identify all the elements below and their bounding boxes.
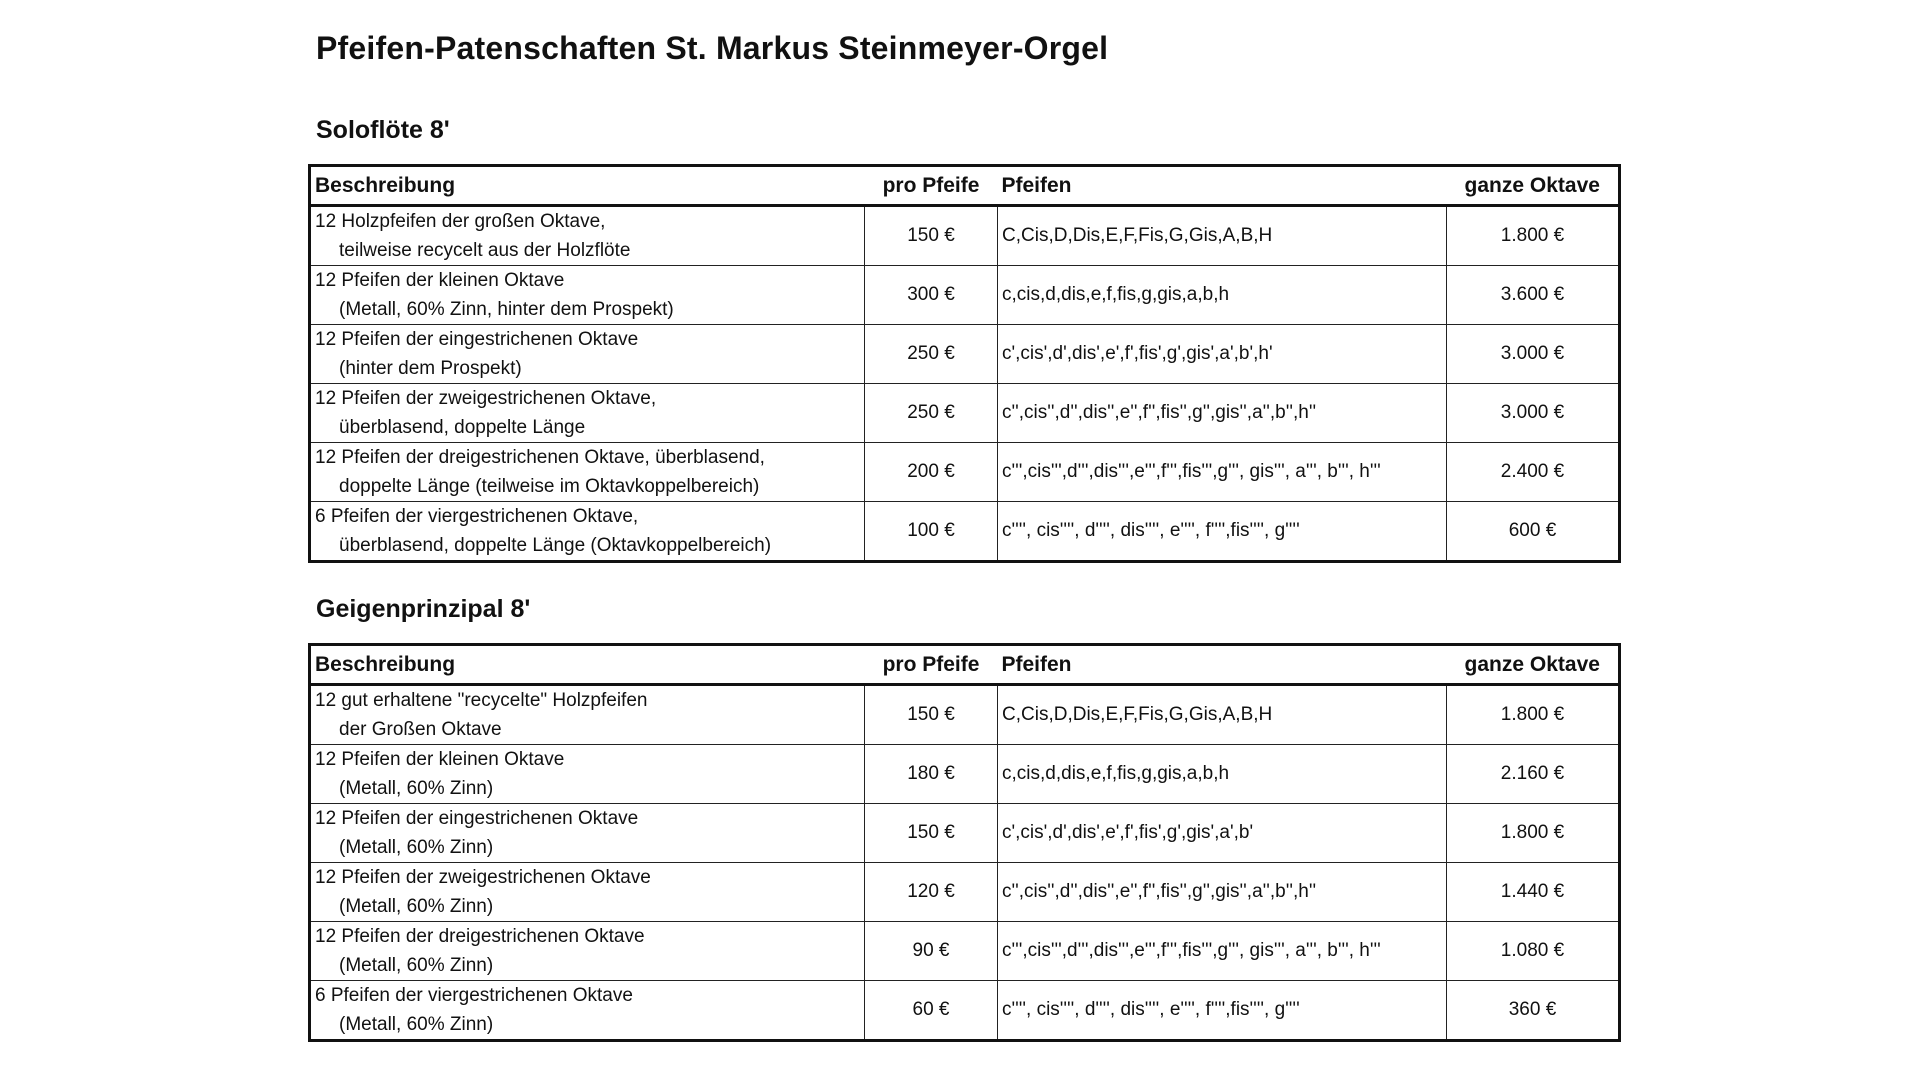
description-cell	[310, 804, 865, 863]
column-header-pipes: Pfeifen	[998, 645, 1447, 685]
price-per-pipe-cell: 100 €	[865, 502, 998, 562]
description-line: (Metall, 60% Zinn)	[339, 837, 494, 858]
price-per-pipe-cell: 90 €	[865, 922, 998, 981]
price-per-pipe-cell: 150 €	[865, 804, 998, 863]
description-line: (Metall, 60% Zinn)	[339, 896, 494, 917]
octave-price-cell: 600 €	[1447, 502, 1620, 562]
pipes-cell: C,Cis,D,Dis,E,F,Fis,G,Gis,A,B,H	[998, 206, 1447, 266]
description-line: 12 Pfeifen der dreigestrichenen Oktave	[315, 926, 645, 947]
pipes-cell: C,Cis,D,Dis,E,F,Fis,G,Gis,A,B,H	[998, 685, 1447, 745]
table-row	[310, 325, 1620, 384]
section-title: Soloflöte 8'	[316, 116, 450, 144]
pipe-table	[308, 643, 1621, 1042]
table-row	[310, 922, 1620, 981]
octave-price-cell: 2.160 €	[1447, 745, 1620, 804]
description-cell	[310, 384, 865, 443]
table-row	[310, 981, 1620, 1041]
table-row	[310, 443, 1620, 502]
description-line: 12 Pfeifen der zweigestrichenen Oktave,	[315, 388, 657, 409]
table-header-row	[310, 166, 1620, 206]
description-line: überblasend, doppelte Länge (Oktavkoppelbereich)	[339, 535, 772, 556]
description-line: (Metall, 60% Zinn)	[339, 955, 494, 976]
pipes-cell: c,cis,d,dis,e,f,fis,g,gis,a,b,h	[998, 745, 1447, 804]
price-per-pipe-cell: 60 €	[865, 981, 998, 1041]
pipes-cell: c''',cis''',d''',dis''',e''',f''',fis''',g''', gis''', a''', b''', h'''	[998, 922, 1447, 981]
column-header-pipes: Pfeifen	[998, 166, 1447, 206]
column-header-description: Beschreibung	[310, 166, 865, 206]
octave-price-cell: 360 €	[1447, 981, 1620, 1041]
description-line: 6 Pfeifen der viergestrichenen Oktave,	[315, 506, 639, 527]
description-line: 12 Pfeifen der eingestrichenen Oktave	[315, 808, 639, 829]
column-header-per-pipe: pro Pfeife	[865, 645, 998, 685]
description-line: (Metall, 60% Zinn)	[339, 1014, 494, 1035]
octave-price-cell: 1.800 €	[1447, 206, 1620, 266]
pipes-cell: c',cis',d',dis',e',f',fis',g',gis',a',b'	[998, 804, 1447, 863]
price-per-pipe-cell: 250 €	[865, 384, 998, 443]
price-per-pipe-cell: 150 €	[865, 206, 998, 266]
description-cell	[310, 685, 865, 745]
octave-price-cell: 1.800 €	[1447, 804, 1620, 863]
pipes-cell: c,cis,d,dis,e,f,fis,g,gis,a,b,h	[998, 266, 1447, 325]
description-line: 12 Pfeifen der eingestrichenen Oktave	[315, 329, 639, 350]
description-cell	[310, 981, 865, 1041]
table-row	[310, 685, 1620, 745]
octave-price-cell: 3.000 €	[1447, 384, 1620, 443]
octave-price-cell: 3.000 €	[1447, 325, 1620, 384]
pipes-cell: c',cis',d',dis',e',f',fis',g',gis',a',b',h'	[998, 325, 1447, 384]
description-cell	[310, 863, 865, 922]
pipes-cell: c'''', cis'''', d'''', dis'''', e'''', f'''',fis'''', g''''	[998, 502, 1447, 562]
description-line: der Großen Oktave	[339, 719, 502, 740]
description-cell	[310, 922, 865, 981]
column-header-whole-octave: ganze Oktave	[1447, 645, 1620, 685]
section-geigenprinzipal	[308, 589, 1618, 1042]
table-row	[310, 804, 1620, 863]
pipes-cell: c'',cis'',d'',dis'',e'',f'',fis'',g'',gis'',a'',b'',h''	[998, 384, 1447, 443]
description-line: 12 Pfeifen der dreigestrichenen Oktave, überblasend,	[315, 447, 765, 468]
description-line: 12 gut erhaltene "recycelte" Holzpfeifen	[315, 690, 648, 711]
octave-price-cell: 2.400 €	[1447, 443, 1620, 502]
description-line: (hinter dem Prospekt)	[339, 358, 522, 379]
section-solofloete	[308, 110, 1618, 563]
pipes-cell: c'''', cis'''', d'''', dis'''', e'''', f'''',fis'''', g''''	[998, 981, 1447, 1041]
table-row	[310, 863, 1620, 922]
description-cell	[310, 502, 865, 562]
column-header-description: Beschreibung	[310, 645, 865, 685]
price-per-pipe-cell: 300 €	[865, 266, 998, 325]
description-line: 12 Pfeifen der kleinen Oktave	[315, 749, 565, 770]
pipes-cell: c'',cis'',d'',dis'',e'',f'',fis'',g'',gis'',a'',b'',h''	[998, 863, 1447, 922]
price-per-pipe-cell: 120 €	[865, 863, 998, 922]
description-line: überblasend, doppelte Länge	[339, 417, 586, 438]
description-cell	[310, 206, 865, 266]
octave-price-cell: 3.600 €	[1447, 266, 1620, 325]
table-row	[310, 502, 1620, 562]
description-line: doppelte Länge (teilweise im Oktavkoppelbereich)	[339, 476, 760, 497]
table-row	[310, 266, 1620, 325]
description-line: teilweise recycelt aus der Holzflöte	[339, 240, 631, 261]
pipes-cell: c''',cis''',d''',dis''',e''',f''',fis''',g''', gis''', a''', b''', h'''	[998, 443, 1447, 502]
octave-price-cell: 1.440 €	[1447, 863, 1620, 922]
table-row	[310, 206, 1620, 266]
octave-price-cell: 1.080 €	[1447, 922, 1620, 981]
price-per-pipe-cell: 150 €	[865, 685, 998, 745]
price-per-pipe-cell: 180 €	[865, 745, 998, 804]
description-cell	[310, 443, 865, 502]
description-line: 6 Pfeifen der viergestrichenen Oktave	[315, 985, 633, 1006]
pipe-table	[308, 164, 1621, 563]
description-line: 12 Pfeifen der zweigestrichenen Oktave	[315, 867, 651, 888]
price-per-pipe-cell: 200 €	[865, 443, 998, 502]
description-line: (Metall, 60% Zinn)	[339, 778, 494, 799]
description-line: 12 Pfeifen der kleinen Oktave	[315, 270, 565, 291]
octave-price-cell: 1.800 €	[1447, 685, 1620, 745]
table-row	[310, 745, 1620, 804]
column-header-whole-octave: ganze Oktave	[1447, 166, 1620, 206]
column-header-per-pipe: pro Pfeife	[865, 166, 998, 206]
table-header-row	[310, 645, 1620, 685]
description-cell	[310, 266, 865, 325]
table-row	[310, 384, 1620, 443]
description-line: 12 Holzpfeifen der großen Oktave,	[315, 211, 606, 232]
section-title: Geigenprinzipal 8'	[316, 595, 531, 623]
page-title: Pfeifen-Patenschaften St. Markus Steinmeyer-Orgel	[316, 30, 1109, 66]
description-cell	[310, 745, 865, 804]
description-cell	[310, 325, 865, 384]
price-per-pipe-cell: 250 €	[865, 325, 998, 384]
description-line: (Metall, 60% Zinn, hinter dem Prospekt)	[339, 299, 674, 320]
